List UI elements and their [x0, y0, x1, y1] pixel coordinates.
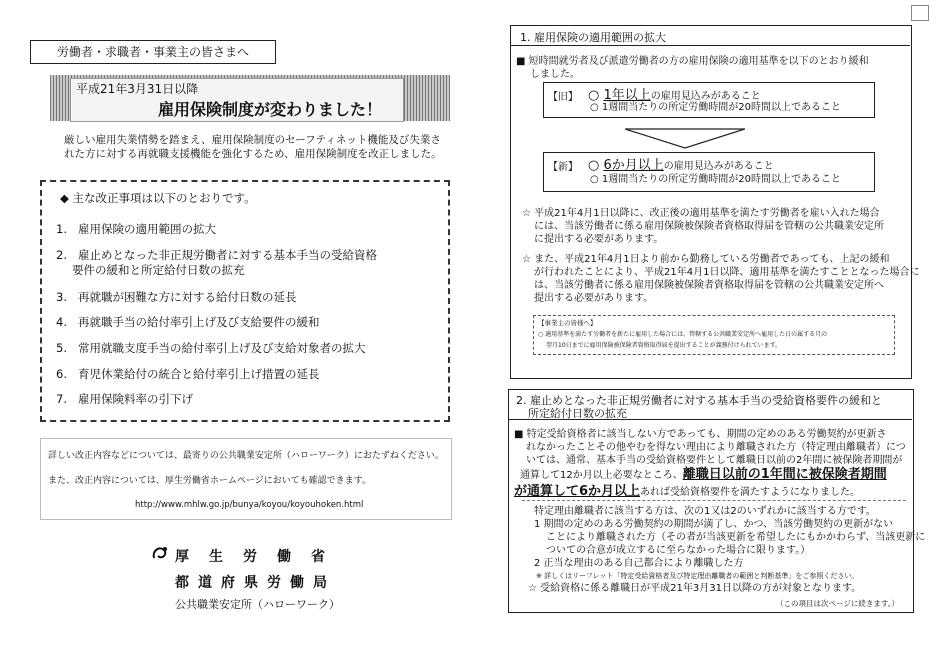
old-criterion-1-rest: の雇用見込みがあること [650, 91, 761, 102]
emphasis-text: が通算して6か月以上 [514, 484, 641, 499]
item-text: 育児休業給付の統合と給付率引上げ措置の延長 [77, 367, 320, 381]
section-2-text: いては、通常、基本手当の受給資格要件として離職日以前の2年間に被保険者期間が [526, 455, 903, 466]
list-item [56, 289, 296, 305]
section-2-text: 通算して12か月以上必要なところ、 [520, 470, 683, 481]
section-1-title: 1. 雇用保険の適用範囲の拡大 [520, 31, 666, 44]
definition-note: ※ 詳しくはリーフレット「特定受給資格者及び特定理由離職者の範囲と判断基準」をご参照ください。 [536, 572, 859, 580]
definition-text: 1 期間の定めのある労働契約の期間が満了し、かつ、当該労働契約の更新がない [534, 519, 894, 530]
divider [522, 500, 906, 502]
section-2-emphasis-line [514, 480, 860, 499]
employer-note-title: 【事業主の皆様へ】 [538, 319, 597, 327]
new-criterion-1-rest: の雇用見込みがあること [663, 161, 774, 172]
section-1-lead: ■ 短時間就労者及び派遣労働者の方の雇用保険の適用基準を以下のとおり緩和 [516, 56, 869, 67]
reference-text: また、改正内容については、厚生労働省ホームページにおいても確認できます。 [48, 476, 371, 486]
note-1-line: には、当該労働者に係る雇用保険被保険者資格取得届を管轄の公共職業安定所 [534, 221, 884, 232]
mhlw-logo-icon [150, 544, 172, 564]
emphasis-text: 離職日以前の1年間に被保険者期間 [682, 467, 887, 482]
list-item [56, 247, 377, 263]
note-2-line: が行われたことにより、平成21年4月1日以降、適用基準を満たすこととなった場合に [534, 267, 920, 278]
definition-text: ことにより離職された方（その者が当該更新を希望したにもかかわらず、当該更新に [546, 532, 926, 543]
note-1-line: に提出する必要があります。 [534, 234, 664, 245]
section-2-text: れなかったことその他やむを得ない理由により離職された方（特定理由離職者）につ [526, 442, 906, 453]
old-period: 1年以上 [603, 88, 651, 103]
section-1-lead-cont: しました。 [530, 69, 580, 80]
ministry-name: 厚生労働省 [175, 549, 345, 565]
page-title: 雇用保険制度が変わりました！ [158, 100, 383, 119]
item-text: 雇止めとなった非正規労働者に対する基本手当の受給資格 [77, 248, 377, 262]
list-item [56, 221, 216, 237]
list-item [56, 314, 319, 330]
mhlw-url-link[interactable]: http://www.mhlw.go.jp/bunya/koyou/koyouhoken.html [135, 500, 364, 510]
definition-text: ついての合意が成立するに至らなかった場合に限ります。） [546, 545, 811, 556]
item-text: 再就職が困難な方に対する給付日数の延長 [77, 290, 297, 304]
intro-text: 厳しい雇用失業情勢を踏まえ、雇用保険制度のセーフティネット機能及び失業された方に対する再就職支援機能を強化するため、雇用保険制度を改正しました。 [64, 134, 442, 160]
audience-label: 労働者・求職者・事業主の皆さまへ [30, 40, 276, 64]
list-item [56, 340, 365, 356]
item-number: 2. [56, 248, 67, 262]
item-number: 6. [56, 367, 67, 381]
item-number: 5. [56, 341, 67, 355]
down-arrow-icon [625, 127, 745, 149]
old-criterion-2: ○ 1週間当たりの所定労働時間が20時間以上であること [590, 102, 841, 113]
note-2-line: ☆ また、平成21年4月1日より前から勤務している労働者であっても、上記の緩和 [522, 254, 890, 265]
list-item [56, 391, 193, 407]
item-text: 雇用保険の適用範囲の拡大 [77, 222, 216, 236]
item-text: 再就職手当の給付率引上げ及び支給要件の緩和 [77, 315, 320, 329]
old-tag: 【旧】 [548, 92, 578, 103]
banner-date: 平成21年3月31日以降 [76, 82, 199, 96]
section-2-text: あれば受給資格要件を満たすようになりました。 [640, 487, 861, 498]
item-text-continued: 要件の緩和と所定給付日数の拡充 [72, 263, 245, 277]
bullet: ○ [588, 158, 604, 173]
reference-text: 詳しい改正内容などについては、最寄りの公共職業安定所（ハローワーク）におたずねください。 [48, 451, 444, 461]
item-number: 4. [56, 315, 67, 329]
bullet: ○ [588, 88, 604, 103]
employer-note-text: ○ 適用基準を満たす労働者を新たに雇用した場合には、管轄する公共職業安定所へ雇用した日の属する月の [538, 331, 828, 338]
item-number: 7. [56, 392, 67, 406]
note-2-line: 提出する必要があります。 [534, 293, 654, 304]
item-number: 1. [56, 222, 67, 236]
hello-work-name: 公共職業安定所（ハローワーク） [175, 598, 340, 611]
amendment-lead: ◆ 主な改正事項は以下のとおりです。 [60, 191, 256, 205]
item-number: 3. [56, 290, 67, 304]
corner-mark [911, 5, 929, 21]
new-criterion-2: ○ 1週間当たりの所定労働時間が20時間以上であること [590, 174, 841, 185]
item-text: 常用就職支度手当の給付率引上げ及び支給対象者の拡大 [77, 341, 366, 355]
definition-text: 2 正当な理由のある自己都合により離職した方 [534, 558, 744, 569]
new-tag: 【新】 [548, 162, 578, 173]
target-note: ☆ 受給資格に係る離職日が平成21年3月31日以降の方が対象となります。 [528, 583, 862, 594]
list-item [56, 366, 319, 382]
note-1-line: ☆ 平成21年4月1日以降に、改正後の適用基準を満たす労働者を雇い入れた場合 [522, 208, 880, 219]
note-2-line: は、当該労働者に係る雇用保険被保険者資格取得届を管轄の公共職業安定所へ [534, 280, 884, 291]
item-text: 雇用保険料率の引下げ [77, 392, 193, 406]
section-2-title-cont: 所定給付日数の拡充 [528, 407, 627, 420]
labour-bureau-name: 都道府県労働局 [175, 575, 336, 591]
definition-text: 特定理由離職者に該当する方は、次の1又は2のいずれかに該当する方です。 [534, 506, 876, 517]
continued-note: （この項目は次ページに続きます。） [776, 599, 899, 608]
new-criterion-1 [588, 154, 774, 173]
section-2-title: 2. 雇止めとなった非正規労働者に対する基本手当の受給資格要件の緩和と [516, 394, 882, 407]
section-2-text: ■ 特定受給資格者に該当しない方であっても、期間の定めのある労働契約が更新さ [514, 429, 887, 440]
new-period: 6か月以上 [603, 158, 664, 173]
employer-note-text: 翌月10日までに雇用保険被保険者資格取得届を提出することが義務付けられています。 [546, 342, 782, 349]
